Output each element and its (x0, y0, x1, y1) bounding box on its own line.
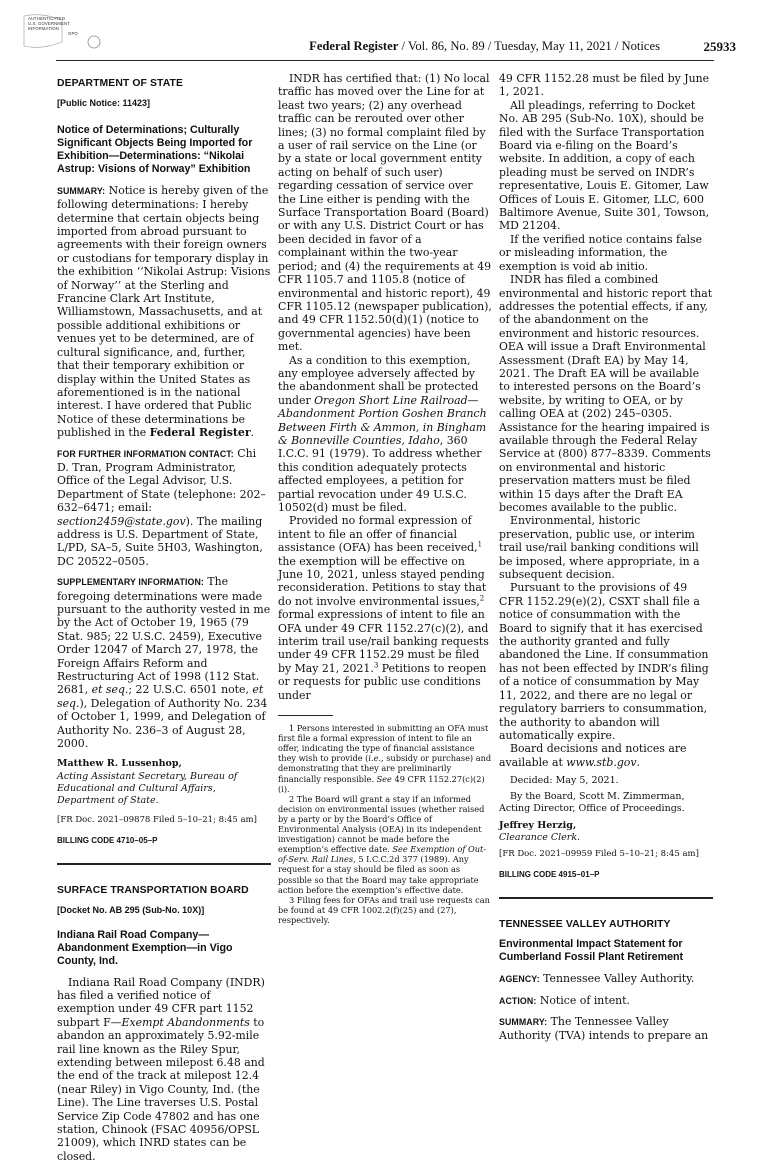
summary-section (499, 1015, 713, 1043)
footnote-text: 49 CFR 1152.27(c)(2)(i). (278, 774, 485, 794)
body-paragraph: Pursuant to the provisions of 49 CFR 1152.29(e)(2), CSXT shall file a notice of consummation with the Board to signify that it has exercised the authority granted and fully abandoned the Line. If consummation has not been effected by INDR’s filing of a notice of consummation by May 11, 2022, and there are no legal or regulatory barriers to consummation, the authority to abandon will automatically expire. (499, 581, 713, 742)
issue-details: / Vol. 86, No. 89 / Tuesday, May 11, 2021 / Notices (398, 39, 660, 53)
seal-line: AUTHENTICATED (28, 16, 78, 21)
website-link[interactable]: www.stb.gov (566, 756, 636, 769)
running-head (309, 39, 660, 54)
agency-heading: DEPARTMENT OF STATE (57, 77, 271, 90)
signer-name: Jeffrey Herzig, (499, 819, 713, 832)
action-value: Notice of intent. (536, 994, 630, 1007)
notice-title: Indiana Rail Road Company—Abandonment Exemption—in Vigo County, Ind. (57, 929, 271, 968)
summary-end: . (251, 426, 254, 439)
footnote-rule (278, 715, 333, 716)
summary-text: The Tennessee Valley Authority (TVA) intends to prepare an (499, 1015, 708, 1042)
supplementary-section (57, 575, 271, 750)
para-text: Board decisions and notices are available at (499, 742, 687, 768)
body-paragraph (278, 514, 492, 702)
body-paragraph (57, 976, 271, 1163)
summary-emphasis: Federal Register (150, 426, 251, 439)
notice-title: Notice of Determinations; Culturally Significant Objects Being Imported for Exhibition—Determinations: “Nikolai Astrup: Visions of Norway” Exhibition (57, 124, 271, 176)
agency-heading: TENNESSEE VALLEY AUTHORITY (499, 918, 713, 931)
footnote-text: , subsidy or purchase) and demonstrating that they are preliminarily financially responsible. (278, 753, 491, 783)
docket-number: [Docket No. AB 295 (Sub-No. 10X)] (57, 904, 271, 917)
billing-code: BILLING CODE 4915–01–P (499, 868, 713, 881)
action-label: ACTION: (499, 996, 536, 1006)
footnote-ref[interactable]: 3 (374, 661, 378, 669)
para-emphasis: Exempt Abandonments (122, 1016, 250, 1029)
signer-name: Matthew R. Lussenhop, (57, 757, 271, 770)
footnote-emphasis: See Exemption of Out-of-Serv. Rail Lines (278, 844, 486, 864)
contact-email[interactable]: section2459@state.gov (57, 515, 186, 528)
para-text: the exemption will be effective on June 10, 2021, unless stayed pending reconsideration. Petitions to stay that do not involve environmental issues, (278, 555, 486, 608)
footnote-text: 2 The Board will grant a stay if an informed decision on environmental issues (whether raised by a party or by the Board’s Office of Environmental Analysis (OEA) in its independent investigation) cannot be made before the exemption’s effective date. (278, 794, 484, 854)
supplementary-label: SUPPLEMENTARY INFORMATION: (57, 577, 204, 587)
decided-date: Decided: May 5, 2021. (499, 775, 713, 788)
footnote-3: 3 Filing fees for OFAs and trail use requests can be found at 49 CFR 1002.2(f)(25) and (27), respectively. (278, 895, 492, 925)
footnote-ref[interactable]: 1 (478, 541, 482, 549)
body-paragraph: 49 CFR 1152.28 must be filed by June 1, 2021. (499, 72, 713, 99)
contact-label: FOR FURTHER INFORMATION CONTACT: (57, 449, 234, 459)
seal-line: GPO (28, 31, 78, 36)
para-text: Petitions to reopen or requests for public use conditions under (278, 662, 486, 702)
body-paragraph: INDR has filed a combined environmental and historic report that addresses the potential effects, if any, of the abandonment on the environment and historic resources. OEA will issue a Draft Environmental Assessment (Draft EA) by May 14, 2021. The Draft EA will be available to interested persons on the Board’s website, by writing to OEA, or by calling OEA at (202) 245–0305. Assistance for the hearing impaired is available through the Federal Relay Service at (800) 877–8339. Comments on environmental and historic preservation matters must be filed within 15 days after the Draft EA becomes available to the public. (499, 273, 713, 514)
summary-text: Notice is hereby given of the following determinations: I hereby determine that certain objects being imported from abroad pursuant to agreements with their foreign owners or custodians for temporary display in the exhibition ‘‘Nikolai Astrup: Visions of Norway’’ at the Sterling and Francine Clark Art Institute, Williamstown, Massachusetts, and at possible additional exhibitions or venues yet to be determined, are of cultural significance, and, further, that their temporary exhibition or display within the United States as aforementioned is in the national interest. I have ordered that Public Notice of these determinations be published in the (57, 184, 270, 439)
body-paragraph (278, 354, 492, 515)
signer-title: Acting Assistant Secretary, Bureau of Educational and Cultural Affairs, Department of State. (57, 771, 271, 807)
seal-line: U.S. GOVERNMENT (28, 21, 78, 26)
agency-heading: SURFACE TRANSPORTATION BOARD (57, 884, 271, 897)
supp-etseq: et seq. (57, 683, 263, 709)
contact-text: Chi D. Tran, Program Administrator, Office of the Legal Advisor, U.S. Department of State (telephone: 202–632–6471; email: (57, 447, 266, 515)
journal-name: Federal Register (309, 39, 398, 53)
fr-doc-line: [FR Doc. 2021–09878 Filed 5–10–21; 8:45 am] (57, 814, 271, 827)
agency-label: AGENCY: (499, 974, 540, 984)
signer-title: Clearance Clerk. (499, 832, 713, 844)
header-rule (56, 60, 714, 61)
footnote-emphasis: See (377, 774, 392, 784)
footnote-text: 1 Persons interested in submitting an OFA must first file a formal expression of intent to file an offer, indicating the type of financial assistance they wish to provide ( (278, 723, 488, 763)
supp-text: The foregoing determinations were made pursuant to the authority vested in me by the Act of October 19, 1965 (79 Stat. 985; 22 U.S.C. 2459), Executive Order 12047 of March 27, 1978, the Foreign Affairs Reform and Restructuring Act of 1998 (112 Stat. 2681, (57, 575, 270, 696)
fr-doc-line: [FR Doc. 2021–09959 Filed 5–10–21; 8:45 am] (499, 848, 713, 861)
para-text: Indiana Rail Road Company (INDR) has filed a verified notice of exemption under 49 CFR part 1152 subpart F— (57, 976, 265, 1029)
by-the-board: By the Board, Scott M. Zimmerman, Acting Director, Office of Proceedings. (499, 791, 713, 816)
agency-line (499, 972, 713, 986)
para-text: to abandon an approximately 5.92-mile rail line known as the Riley Spur, extending between milepost 6.48 and the end of the track at milepost 12.4 (near Riley) in Vigo County, Ind. (the Line). The Line traverses U.S. Postal Service Zip Code 47802 and has one station, Chinook (FSAC 40956/OPSL 21009), which INRD states can be closed. (57, 1016, 265, 1163)
para-text: , 360 I.C.C. 91 (1979). To address whether this condition adequately protects affected employees, a petition for partial revocation under 49 U.S.C. 10502(d) must be filed. (278, 434, 481, 514)
agency-value: Tennessee Valley Authority. (540, 972, 695, 985)
contact-section (57, 447, 271, 569)
summary-section (57, 184, 271, 440)
body-paragraph: Environmental, historic preservation, public use, or interim trail use/rail banking conditions will be imposed, where appropriate, in a subsequent decision. (499, 514, 713, 581)
summary-label: SUMMARY: (499, 1017, 547, 1027)
notice-number: [Public Notice: 11423] (57, 97, 271, 110)
body-paragraph: INDR has certified that: (1) No local traffic has moved over the Line for at least two years; (2) any overhead traffic can be rerouted over other lines; (3) no formal complaint filed by a user of rail service on the Line (or by a state or local government entity acting on behalf of such user) regarding cessation of service over the Line either is pending with the Surface Transportation Board (Board) or with any U.S. District Court or has been decided in favor of a complainant within the two-year period; and (4) the requirements at 49 CFR 1105.7 and 1105.8 (notice of environmental and historic report), 49 CFR 1105.12 (newspaper publication), and 49 CFR 1152.50(d)(1) (notice to governmental agencies) have been met. (278, 72, 492, 354)
supp-text: ; 22 U.S.C. 6501 note, (128, 683, 252, 696)
para-text: Provided no formal expression of intent to file an offer of financial assistance (OFA) has been received, (278, 514, 478, 554)
page-header (0, 39, 770, 55)
para-text: As a condition to this exemption, any employee adversely affected by the abandonment shall be protected under (278, 354, 478, 407)
section-separator (57, 863, 271, 865)
contact-text-end: ). The mailing address is U.S. Department of State, L/PD, SA–5, Suite 5H03, Washington, DC 20522–0505. (57, 515, 263, 568)
seal-text (28, 16, 78, 36)
body-paragraph: If the verified notice contains false or misleading information, the exemption is void ab initio. (499, 233, 713, 273)
action-line (499, 994, 713, 1008)
footnote-emphasis: i.e. (368, 753, 381, 763)
case-citation: Oregon Short Line Railroad—Abandonment Portion Goshen Branch Between Firth & Ammon, in Bingham & Bonneville Counties, Idaho (278, 394, 487, 447)
footnote-text: , 5 I.C.C.2d 377 (1989). Any request for a stay should be filed as soon as possible so that the Board may take appropriate action before the exemption’s effective date. (278, 854, 479, 894)
body-paragraph: All pleadings, referring to Docket No. AB 295 (Sub-No. 10X), should be filed with the Surface Transportation Board via e-filing on the Board’s website. In addition, a copy of each pleading must be served on INDR’s representative, Louis E. Gitomer, Law Offices of Louis E. Gitomer, LLC, 600 Baltimore Avenue, Suite 301, Towson, MD 21204. (499, 99, 713, 233)
billing-code: BILLING CODE 4710–05–P (57, 834, 271, 847)
summary-label: SUMMARY: (57, 186, 105, 196)
page-number: 25933 (704, 39, 737, 55)
section-separator (499, 897, 713, 899)
column-1 (57, 70, 271, 1163)
footnote-1 (278, 723, 492, 794)
column-3 (499, 72, 713, 1043)
supp-etseq: et seq. (92, 683, 129, 696)
para-text: formal expressions of intent to file an OFA under 49 CFR 1152.27(c)(2), and interim trail use/rail banking requests under 49 CFR 1152.29 must be filed by May 21, 2021. (278, 608, 489, 675)
supp-text: ), Delegation of Authority No. 234 of October 1, 1999, and Delegation of Authority No. 236–3 of August 28, 2000. (57, 697, 267, 750)
footnote-ref[interactable]: 2 (480, 594, 484, 602)
column-2 (278, 72, 492, 925)
footnote-2 (278, 794, 492, 895)
body-paragraph (499, 742, 713, 769)
notice-title: Environmental Impact Statement for Cumberland Fossil Plant Retirement (499, 938, 713, 964)
seal-line: INFORMATION (28, 26, 78, 31)
para-text: . (637, 756, 640, 769)
